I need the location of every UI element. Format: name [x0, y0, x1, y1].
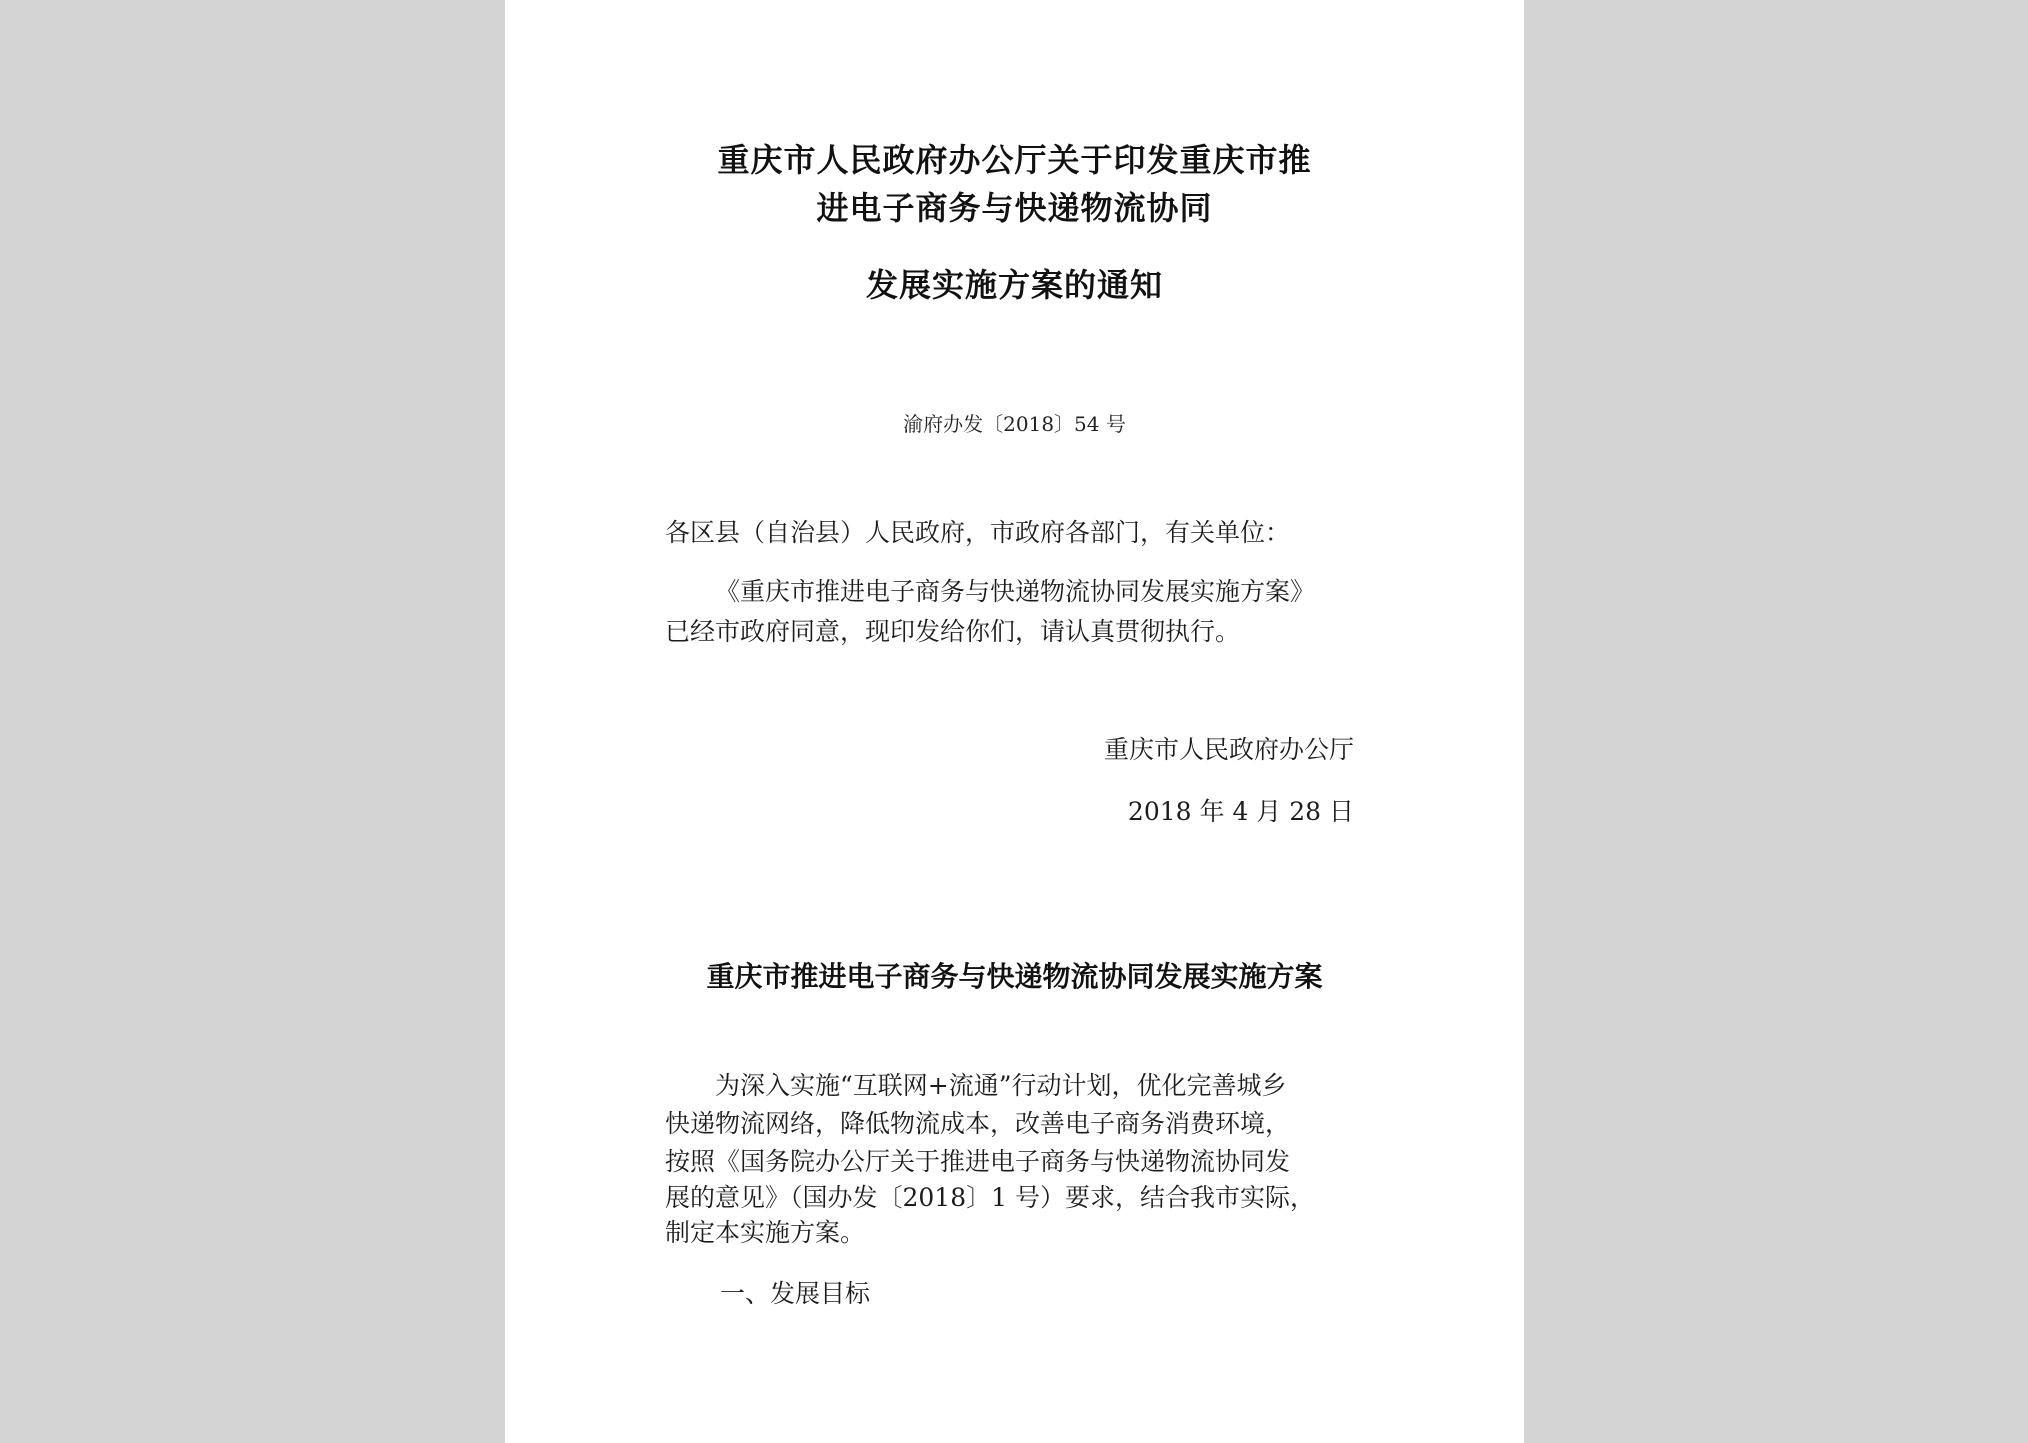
issuer: 重庆市人民政府办公厅: [1103, 735, 1354, 764]
notice-title-line-3: 发展实施方案的通知: [865, 266, 1163, 304]
plan-intro-line-3: 按照《国务院办公厅关于推进电子商务与快递物流协同发: [665, 1147, 1291, 1176]
notice-body-line-1: 《重庆市推进电子商务与快递物流协同发展实施方案》: [715, 577, 1316, 606]
notice-body-line-2: 已经市政府同意，现印发给你们，请认真贯彻执行。: [665, 617, 1241, 646]
section-heading-goals: 一、发展目标: [720, 1279, 871, 1308]
issue-date: 2018 年 4 月 28 日: [1127, 797, 1354, 826]
addressee: 各区县（自治县）人民政府，市政府各部门，有关单位：: [665, 518, 1291, 547]
plan-title: 重庆市推进电子商务与快递物流协同发展实施方案: [706, 960, 1323, 993]
document-number: 渝府办发〔2018〕54 号: [903, 412, 1126, 436]
plan-intro-line-4: 展的意见》（国办发〔2018〕1 号）要求，结合我市实际，: [665, 1183, 1315, 1212]
notice-title-line-2: 进电子商务与快递物流协同: [816, 189, 1213, 227]
plan-intro-line-1: 为深入实施“互联网+流通”行动计划，优化完善城乡: [715, 1071, 1287, 1100]
notice-title-line-1: 重庆市人民政府办公厅关于印发重庆市推: [717, 141, 1312, 179]
plan-intro-line-2: 快递物流网络，降低物流成本，改善电子商务消费环境，: [665, 1109, 1291, 1138]
plan-intro-line-5: 制定本实施方案。: [665, 1218, 866, 1247]
document-page: [505, 0, 1524, 1443]
